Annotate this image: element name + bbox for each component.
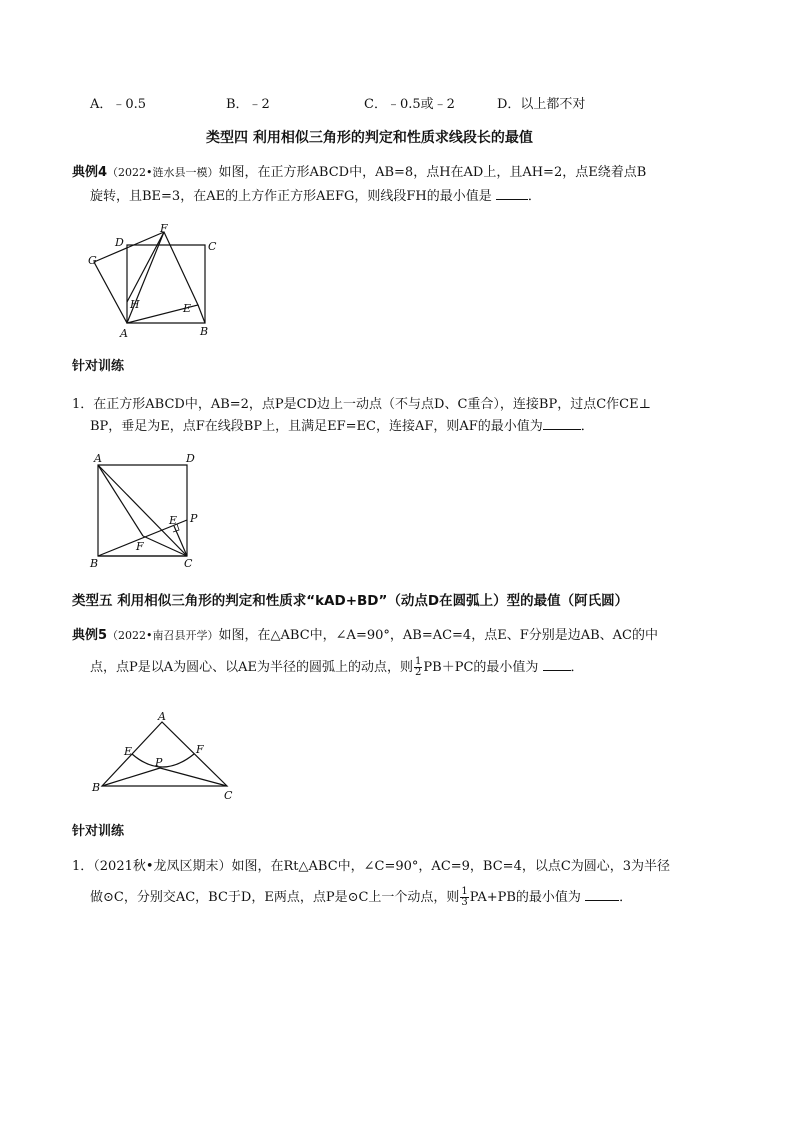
answer-blank: [543, 417, 581, 430]
type5-title: 类型五 利用相似三角形的判定和性质求“kAD+BD”（动点D在圆弧上）型的最值（阿氏圆）: [72, 593, 629, 609]
option-b: B．﹣2: [226, 97, 270, 112]
example4-text1: 如图，在正方形ABCD中，AB=8，点H在AD上，且AH=2，点E绕着点B: [218, 165, 647, 180]
label-g: G: [88, 254, 97, 267]
segment-pc: [160, 768, 227, 786]
example5-source: （2022•南召县开学）: [107, 629, 219, 642]
label-a: A: [158, 710, 166, 723]
label-d: D: [115, 236, 124, 249]
label-p: P: [190, 512, 198, 525]
arc-ef: [132, 754, 194, 767]
fraction-one-half: $\frac{1}{2}$: [415, 656, 422, 678]
segment-be: [198, 305, 205, 323]
figure-squares: [80, 222, 230, 342]
label-f: F: [160, 222, 168, 235]
label-e: E: [169, 514, 178, 527]
practice2-text2b: PA+PB的最小值为: [469, 890, 581, 905]
label-b: B: [200, 325, 209, 338]
type4-title: 类型四 利用相似三角形的判定和性质求线段长的最值: [206, 130, 533, 146]
label-d: D: [186, 452, 195, 465]
practice-heading-1: 针对训练: [72, 359, 125, 374]
answer-blank: [543, 658, 571, 671]
segment-af: [98, 465, 143, 536]
practice2-line2: 做⊙C，分别交AC，BC于D，E两点，点P是⊙C上一个动点，则 $\frac{1}{3}$ PA+PB的最小值为 ．: [90, 886, 633, 908]
practice1-line1: 1．在正方形ABCD中，AB=2，点P是CD边上一动点（不与点D、C重合），连接BP，过点C作CE⊥: [72, 397, 651, 412]
example5-text1: 如图，在△ABC中，∠A=90°，AB=AC=4，点E、F分别是边AB、AC的中: [218, 628, 658, 643]
practice2-line1: 1．（2021秋•龙凤区期末）如图，在Rt△ABC中，∠C=90°，AC=9，BC=4，以点C为圆心，3为半径: [72, 859, 671, 874]
label-c: C: [184, 557, 193, 570]
option-c: C．﹣0.5或﹣2: [364, 97, 455, 112]
label-e: E: [183, 302, 192, 315]
label-f: F: [196, 743, 204, 756]
answer-blank: [585, 888, 619, 901]
example4-line2: 旋转，且BE=3，在AE的上方作正方形AEFG，则线段FH的最小值是 ．: [90, 189, 541, 204]
label-b: B: [90, 557, 99, 570]
example5-text2b: PB＋PC的最小值为: [423, 660, 539, 675]
square-abcd: [127, 245, 205, 323]
answer-blank: [496, 187, 528, 200]
figure-square-pbe: [86, 452, 206, 572]
label-a: A: [94, 452, 102, 465]
fraction-one-third: $\frac{1}{3}$: [461, 886, 468, 908]
example4-source: （2022•涟水县一模）: [107, 166, 219, 179]
example4-label: 典例4: [72, 165, 108, 180]
label-h: H: [130, 298, 140, 311]
label-b: B: [92, 781, 101, 794]
label-a: A: [120, 327, 128, 340]
label-e: E: [124, 745, 133, 758]
figure-triangle-arc: [90, 708, 250, 803]
example4-text2: 旋转，且BE=3，在AE的上方作正方形AEFG，则线段FH的最小值是: [90, 189, 492, 204]
option-a: A．﹣0.5: [90, 97, 147, 112]
segment-fc: [143, 536, 187, 556]
label-f: F: [136, 540, 144, 553]
label-c: C: [224, 789, 233, 802]
practice-heading-2: 针对训练: [72, 824, 125, 839]
example5-text2a: 点，点P是以A为圆心、以AE为半径的圆弧上的动点，则: [90, 660, 414, 675]
practice1-line2: BP，垂足为E，点F在线段BP上，且满足EF=EC，连接AF，则AF的最小值为 ．: [90, 419, 594, 434]
segment-fh: [127, 232, 164, 302]
example5-line2: 点，点P是以A为圆心、以AE为半径的圆弧上的动点，则 $\frac{1}{2}$ PB＋PC的最小值为 ．: [90, 656, 584, 678]
example5-label: 典例5: [72, 628, 108, 643]
label-c: C: [208, 240, 217, 253]
option-d: D．以上都不对: [497, 97, 586, 112]
example5-line1: [72, 627, 658, 645]
label-p: P: [155, 756, 163, 769]
triangle-abc: [102, 722, 227, 786]
example4-line1: [72, 164, 646, 182]
practice1-text2: BP，垂足为E，点F在线段BP上，且满足EF=EC，连接AF，则AF的最小值为: [90, 419, 543, 434]
practice2-text2a: 做⊙C，分别交AC，BC于D，E两点，点P是⊙C上一个动点，则: [90, 890, 460, 905]
